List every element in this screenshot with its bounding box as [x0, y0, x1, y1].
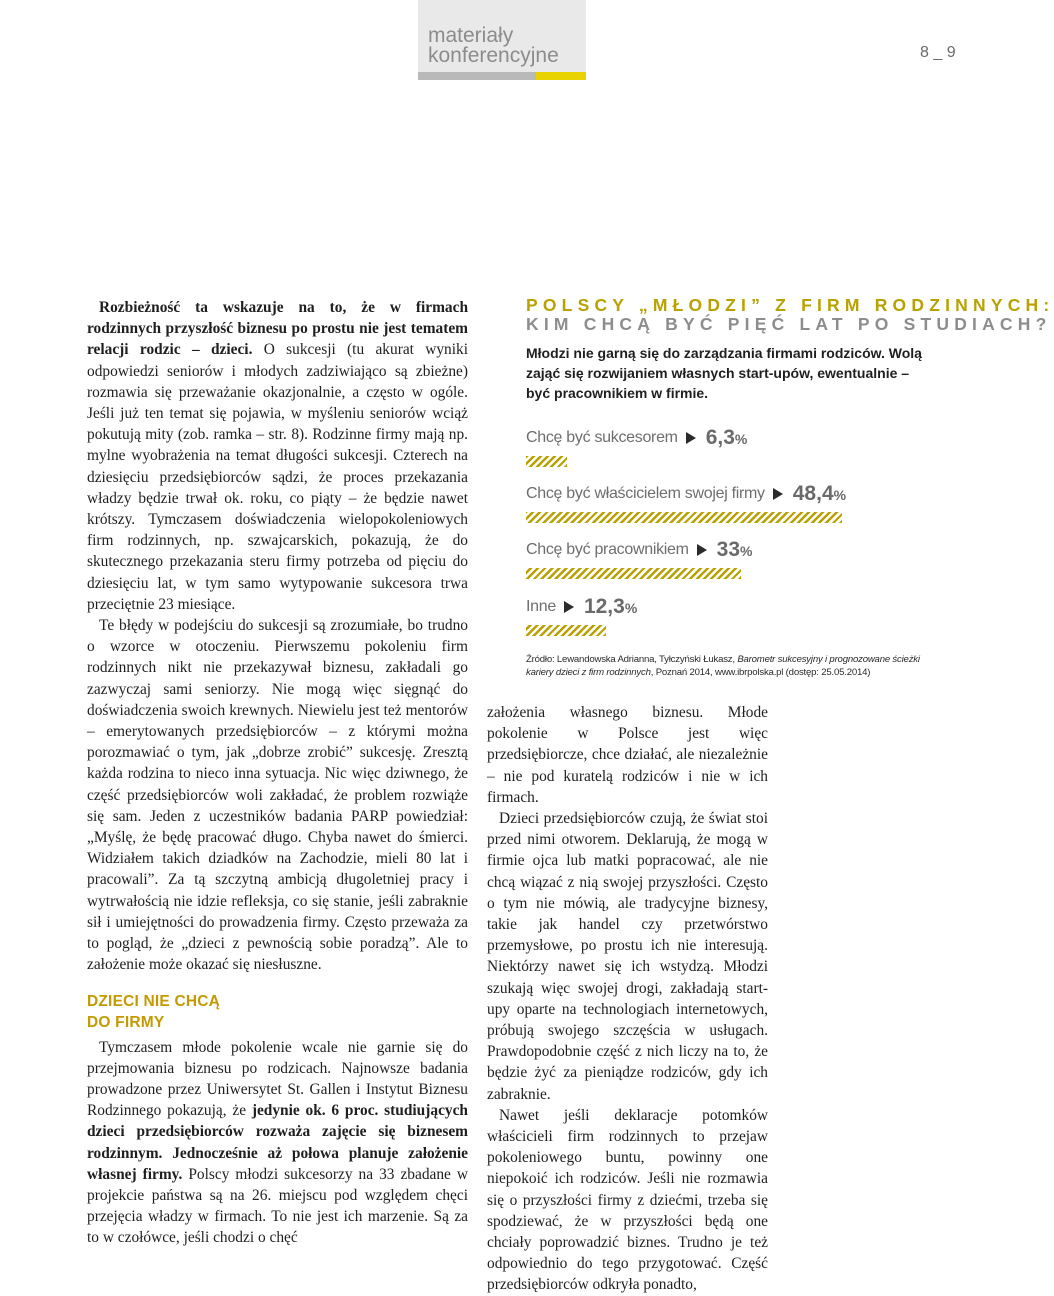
infographic-source: Źródło: Lewandowska Adrianna, Tyłczyński Łukasz, Barometr sukcesyjny i prognozowane ścieżki kariery dzieci z firm rodzinnych, Poznań 2014, www.ibrpolska.pl (dostęp: 25.05.2014) — [526, 654, 920, 678]
stat-label: Chcę być sukcesorem — [526, 429, 678, 446]
paragraph-1 — [87, 297, 468, 615]
stat-value: 33% — [716, 538, 753, 561]
stat-successor — [526, 426, 747, 450]
paragraph-3-end: Polscy młodzi sukcesorzy na 33 zbadane w projekcie państwa są na 26. miejscu pod względem chęci przejęcia władzy w firmach. To nie jest ich marzenie. Są za to w czołówce, jeśli chodzi o chęć — [87, 1165, 468, 1247]
paragraph-3 — [87, 1037, 468, 1249]
paragraph-3-highlight: jedynie ok. 6 proc. studiujących dzieci przedsiębiorców rozważa zajęcie się biznesem rodzinnym. Jednocześnie aż połowa planuje założenie własnej firmy. — [87, 1102, 468, 1183]
stat-bar-own-company — [526, 512, 842, 523]
right-paragraph-2: Dzieci przedsiębiorców czują, że świat stoi przed nimi otworem. Deklarują, że mogą w firmie ojca lub matki popracować, ale nie chcą wiązać z nią swojej przyszłości. Często o tym nie mówią, ale tradycyjne biznesy, takie jak handel czy przetwórstwo przemysłowe, po prostu ich nie interesują. Niektórzy nawet się ich wstydzą. Młodzi szukają więc swojej drogi, zakładają start-upy oparte na technologiach internetowych, próbują swojego szczęścia w usługach. Prawdopodobnie część z nich liczy na to, że będzie żyć za pieniądze rodziców, gdy ich zabraknie. — [487, 810, 768, 1103]
arrow-right-icon — [773, 488, 783, 500]
infographic-title: POLSCY „MŁODZI” Z FIRM RODZINNYCH: — [526, 295, 1054, 315]
right-text-column — [487, 702, 768, 1296]
stat-employee — [526, 538, 752, 562]
section-heading — [87, 991, 468, 1033]
page-numbers: 8 _ 9 — [920, 44, 956, 61]
stat-bar-other — [526, 625, 606, 636]
paragraph-1-body: O sukcesji (tu akurat wyniki odpowiedzi seniorów i młodych zadziwiająco są zbieżne) rozmawia się przeważanie okazjonalnie, a często w ogóle. Jeśli już ten temat się pojawia, w myśleniu seniorów wciąż pokutują mity (zob. ramka – str. 8). Rodzinne firmy mają np. mylne wyobrażenia na temat długości sukcesji. Czterech na dziesięciu przedsiębiorców sądzi, że proces przekazania władzy będzie trwał ok. roku, co piąty – że będzie nawet krótszy. Tymczasem doświadczenia wielopokoleniowych firm rodzinnych, np. szwajcarskich, pokazują, że do skutecznego przekazania steru firmy potrzeba od pięciu do dziesięciu lat, w tym samo wytypowanie sukcesora trwa przeciętnie 23 miesiące. — [87, 341, 468, 613]
stat-label: Chcę być właścicielem swojej firmy — [526, 485, 765, 502]
stat-own-company — [526, 482, 846, 506]
infographic-subtitle: KIM CHCĄ BYĆ PIĘĆ LAT PO STUDIACH? — [526, 314, 1052, 334]
section-heading-line2: DO FIRMY — [87, 1013, 165, 1031]
header-accent-bar-gray — [418, 72, 536, 80]
stat-value: 6,3% — [705, 426, 748, 449]
publication-label-line2: konferencyjne — [428, 44, 559, 67]
right-paragraph-1: założenia własnego biznesu. Młode pokolenie w Polsce jest więc przedsiębiorcze, chce działać, ale niezależnie – nie pod kuratelą rodziców i nie w ich firmach. — [487, 704, 768, 806]
section-heading-line1: DZIECI NIE CHCĄ — [87, 992, 221, 1010]
stat-label: Inne — [526, 598, 556, 615]
publication-label-line1: materiały — [428, 24, 514, 47]
paragraph-1-lead: Rozbieżność ta wskazuje na to, że w firmach rodzinnych przyszłość biznesu po prostu nie jest tematem relacji rodzic – dzieci. — [87, 299, 468, 359]
arrow-right-icon — [697, 544, 707, 556]
paragraph-3-start: Tymczasem młode pokolenie wcale nie garnie się do przejmowania biznesu po rodzicach. Najnowsze badania prowadzone przez Uniwersytet St. Gallen i Instytut Biznesu Rodzinnego pokazują, że — [87, 1038, 468, 1120]
publication-label — [428, 26, 559, 66]
stat-value: 48,4% — [792, 482, 847, 505]
infographic-lead: Młodzi nie garną się do zarządzania firmami rodziców. Wolą zająć się rozwijaniem własnych start-upów, ewentualnie – być pracownikiem w firmie. — [526, 345, 922, 401]
stat-label: Chcę być pracownikiem — [526, 541, 689, 558]
stat-bar-employee — [526, 568, 741, 579]
stat-bar-successor — [526, 456, 567, 467]
stat-value: 12,3% — [583, 595, 638, 618]
right-paragraph-3: Nawet jeśli deklaracje potomków właścicieli firm rodzinnych to przejaw pokoleniowego buntu, powinny one niepokoić ich rodziców. Jeśli nie rozmawia się o przyszłości firmy z dziećmi, trzeba się spodziewać, że w przyszłości będą one chciały poprowadzić biznes. Trudno je też odpowiednio do tego przygotować. Część przedsiębiorców odkryła ponadto, — [487, 1106, 768, 1294]
left-text-column — [87, 297, 468, 1249]
arrow-right-icon — [564, 601, 574, 613]
arrow-right-icon — [686, 432, 696, 444]
infographic-box — [526, 295, 1054, 686]
header-accent-bar-yellow — [536, 72, 586, 80]
stat-other — [526, 595, 637, 619]
header-badge — [418, 0, 586, 80]
paragraph-2: Te błędy w podejściu do sukcesji są zrozumiałe, bo trudno o wzorce w otoczeniu. Pierwszemu pokoleniu firm rodzinnych nikt nie przekazywał biznesu, zakładali go zazwyczaj sami seniorzy. Nie mogą więc sięgnąć do doświadczenia swoich krewnych. Niewielu jest też mentorów – emerytowanych przedsiębiorców – z którymi można porozmawiać o tym, jak „dobrze zrobić” sukcesję. Zresztą każda rodzina to nieco inna sytuacja. Nic więc dziwnego, że część przedsiębiorców woli zakładać, że problem rozwiąże się sam. Jeden z uczestników badania PARP powiedział: „Myślę, że będę pracować długo. Chyba nawet do śmierci. Widziałem takich dziadków na Zachodzie, mieli 80 lat i pracowali”. Za tą szczytną ambicją długoletniej pracy i wytrwałością nie idzie refleksja, co się stanie, jeśli zabraknie sił i umiejętności do prowadzenia firmy. Często przeważa za to pogląd, że „dzieci z pewnością sobie poradzą”. Ale to założenie może okazać się niesłuszne. — [87, 617, 468, 974]
